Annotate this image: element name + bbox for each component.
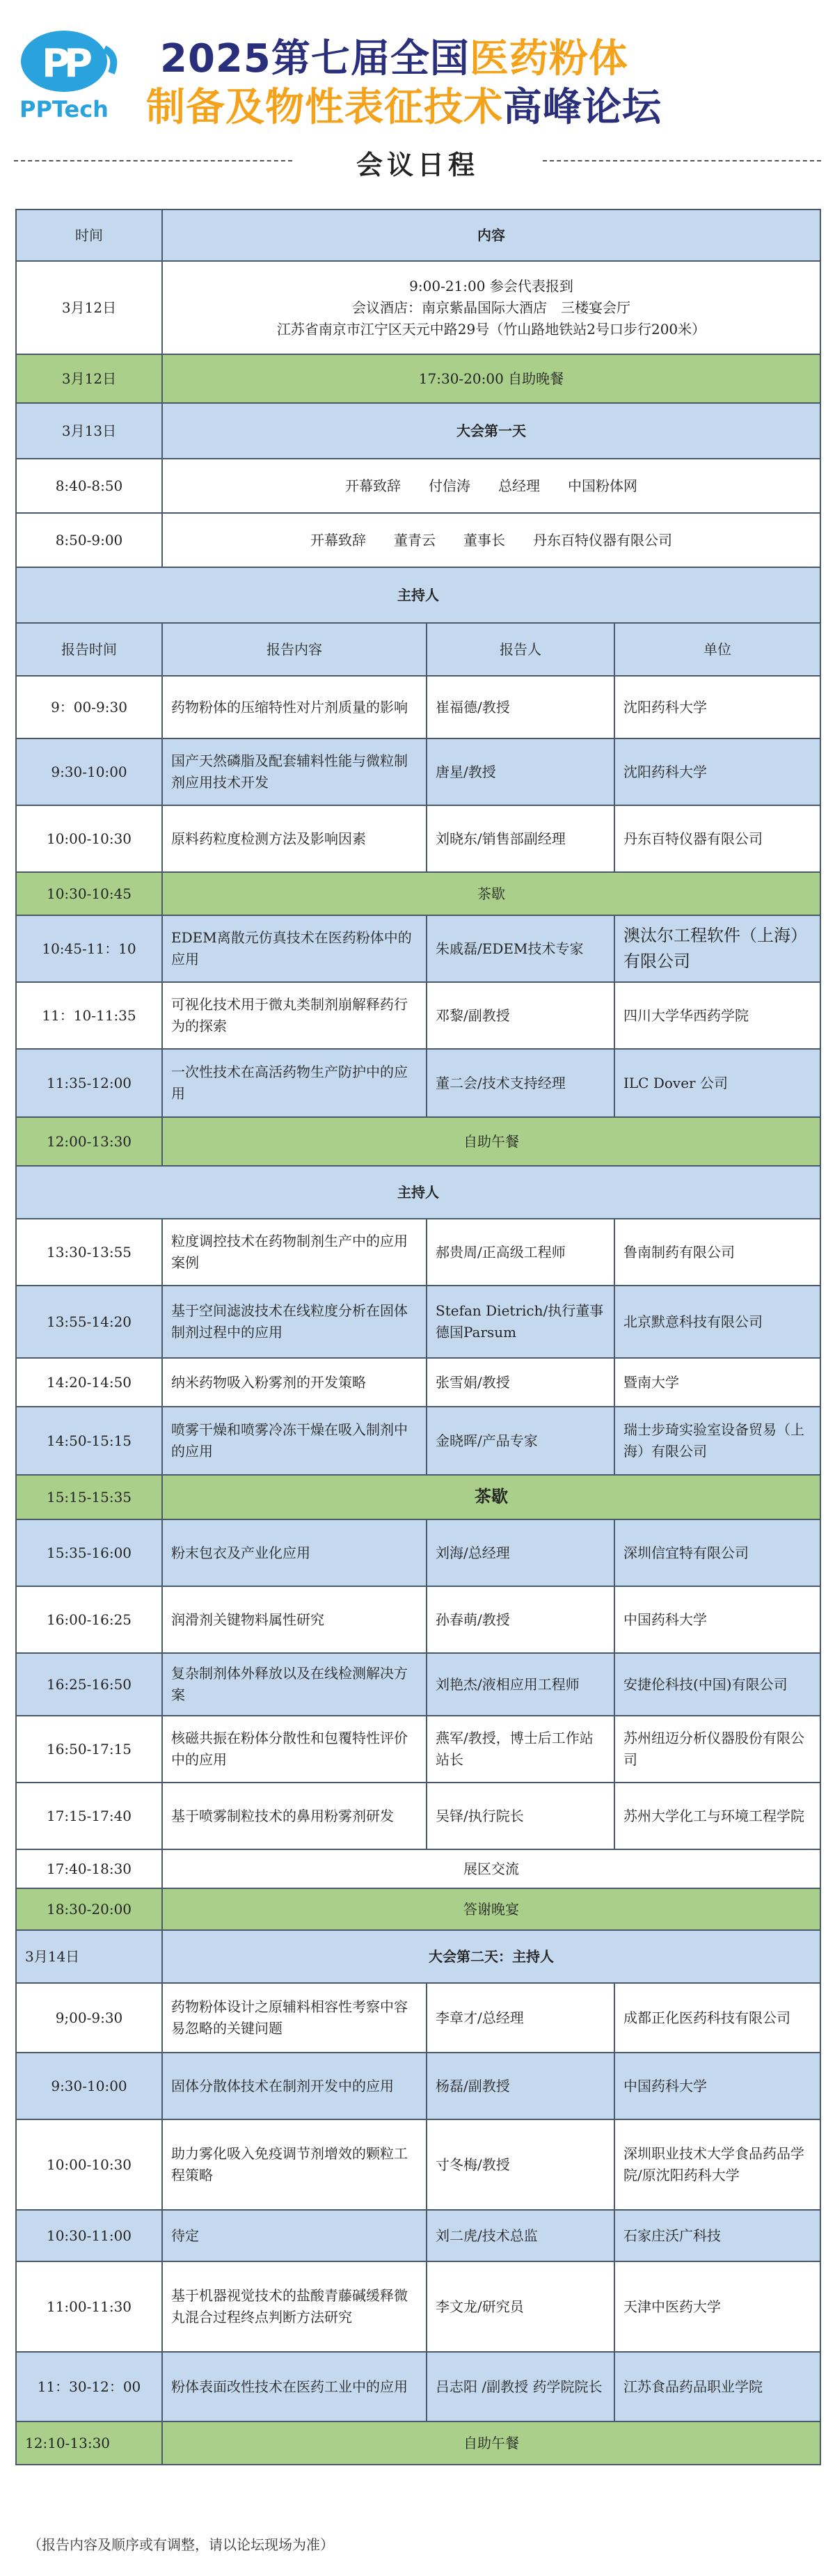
table-row [16, 2421, 820, 2465]
row-time: 3月14日 [16, 1930, 162, 1983]
table-row [16, 1849, 820, 1888]
row-content: EDEM离散元仿真技术在医药粉体中的应用 [162, 915, 427, 982]
row-content: 待定 [162, 2210, 427, 2261]
row-time: 16:00-16:25 [16, 1586, 162, 1653]
row-content: 茶歇 [162, 872, 820, 915]
row-unit: 深圳信宜特有限公司 [614, 1519, 820, 1586]
table-row [16, 459, 820, 513]
row-time: 11:35-12:00 [16, 1049, 162, 1117]
row-speaker: 刘海/总经理 [427, 1519, 614, 1586]
row-speaker: 金晓晖/产品专家 [427, 1407, 614, 1475]
svg-text:P: P [64, 41, 93, 86]
row-content: 自助午餐 [162, 2421, 820, 2465]
row-unit: 暨南大学 [614, 1358, 820, 1407]
row-time: 15:35-16:00 [16, 1519, 162, 1586]
host-label: 主持人 [16, 1166, 820, 1219]
table-row [16, 738, 820, 805]
row-content: 粉体表面改性技术在医药工业中的应用 [162, 2352, 427, 2421]
col-time: 报告时间 [16, 623, 162, 676]
row-unit: 石家庄沃广科技 [614, 2210, 820, 2261]
row-content: 大会第二天：主持人 [162, 1930, 820, 1983]
host-label: 主持人 [16, 567, 820, 623]
row-content: 开幕致辞 董青云 董事长 丹东百特仪器有限公司 [162, 513, 820, 567]
row-time: 16:25-16:50 [16, 1653, 162, 1716]
table-row [16, 1653, 820, 1716]
row-speaker: 李文龙/研究员 [427, 2261, 614, 2352]
row-speaker: 孙春萌/教授 [427, 1586, 614, 1653]
row-content: 17:30-20:00 自助晚餐 [162, 354, 820, 403]
table-row [16, 1358, 820, 1407]
table-row [16, 915, 820, 982]
row-time: 11：30-12：00 [16, 2352, 162, 2421]
row-speaker: 吕志阳 /副教授 药学院院长 [427, 2352, 614, 2421]
row-content: 助力雾化吸入免疫调节剂增效的颗粒工程策略 [162, 2119, 427, 2210]
row-time: 14:20-14:50 [16, 1358, 162, 1407]
row-content: 大会第一天 [162, 403, 820, 459]
row-time: 10:30-11:00 [16, 2210, 162, 2261]
row-speaker: 刘晓东/销售部副经理 [427, 805, 614, 872]
row-speaker: 张雪娟/教授 [427, 1358, 614, 1407]
header-content: 内容 [162, 210, 820, 261]
svg-text:P: P [42, 41, 71, 86]
table-row [16, 1117, 820, 1166]
row-content: 国产天然磷脂及配套辅料性能与微粒制剂应用技术开发 [162, 738, 427, 805]
table-row [16, 2053, 820, 2119]
table-row [16, 805, 820, 872]
row-unit: 中国药科大学 [614, 2053, 820, 2119]
row-unit: 中国药科大学 [614, 1586, 820, 1653]
row-unit: ILC Dover 公司 [614, 1049, 820, 1117]
row-unit: 苏州大学化工与环境工程学院 [614, 1783, 820, 1849]
row-unit: 瑞士步琦实验室设备贸易（上海）有限公司 [614, 1407, 820, 1475]
row-time: 12:10-13:30 [16, 2421, 162, 2465]
table-row [16, 567, 820, 623]
col-speaker: 报告人 [427, 623, 614, 676]
table-row [16, 982, 820, 1049]
row-content: 答谢晚宴 [162, 1888, 820, 1930]
table-row [16, 1475, 820, 1519]
table-row [16, 1888, 820, 1930]
row-speaker: 杨磊/副教授 [427, 2053, 614, 2119]
table-row [16, 513, 820, 567]
table-row [16, 1783, 820, 1849]
row-speaker: 董二会/技术支持经理 [427, 1049, 614, 1117]
row-time: 9:30-10:00 [16, 738, 162, 805]
row-content: 茶歇 [162, 1475, 820, 1519]
row-speaker: 唐星/教授 [427, 738, 614, 805]
table-header-row [16, 210, 820, 261]
row-content: 可视化技术用于微丸类制剂崩解释药行为的探索 [162, 982, 427, 1049]
row-time: 15:15-15:35 [16, 1475, 162, 1519]
row-content: 基于机器视觉技术的盐酸青藤碱缓释微丸混合过程终点判断方法研究 [162, 2261, 427, 2352]
table-row [16, 1983, 820, 2053]
title-line-2: 制备及物性表征技术高峰论坛 [146, 85, 662, 130]
divider-right [543, 160, 821, 161]
table-row [16, 2119, 820, 2210]
row-time: 10:30-10:45 [16, 872, 162, 915]
row-time: 11:00-11:30 [16, 2261, 162, 2352]
table-row [16, 1586, 820, 1653]
table-row [16, 676, 820, 738]
row-speaker: 燕军/教授，博士后工作站站长 [427, 1716, 614, 1783]
row-content: 药物粉体设计之原辅料相容性考察中容易忽略的关键问题 [162, 1983, 427, 2053]
row-content: 开幕致辞 付信涛 总经理 中国粉体网 [162, 459, 820, 513]
row-content: 基于空间滤波技术在线粒度分析在固体制剂过程中的应用 [162, 1286, 427, 1358]
table-row [16, 1407, 820, 1475]
table-row [16, 1930, 820, 1983]
row-unit: 四川大学华西药学院 [614, 982, 820, 1049]
row-unit: 澳汰尔工程软件（上海）有限公司 [614, 915, 820, 982]
row-speaker: 郝贵周/正高级工程师 [427, 1219, 614, 1286]
row-content: 润滑剂关键物料属性研究 [162, 1586, 427, 1653]
row-unit: 北京默意科技有限公司 [614, 1286, 820, 1358]
table-row [16, 872, 820, 915]
row-time: 3月13日 [16, 403, 162, 459]
row-content: 一次性技术在高活药物生产防护中的应用 [162, 1049, 427, 1117]
table-row [16, 261, 820, 354]
row-content: 复杂制剂体外释放以及在线检测解决方案 [162, 1653, 427, 1716]
row-time: 17:15-17:40 [16, 1783, 162, 1849]
section-title-text: 会议日程 [356, 150, 479, 180]
table-row [16, 2210, 820, 2261]
row-time: 10:00-10:30 [16, 2119, 162, 2210]
col-unit: 单位 [614, 623, 820, 676]
row-content: 固体分散体技术在制剂开发中的应用 [162, 2053, 427, 2119]
table-row [16, 354, 820, 403]
row-content: 药物粉体的压缩特性对片剂质量的影响 [162, 676, 427, 738]
row-unit: 苏州纽迈分析仪器股份有限公司 [614, 1716, 820, 1783]
table-row [16, 1166, 820, 1219]
title-line-1: 2025第七届全国医药粉体 [160, 36, 628, 81]
row-unit: 沈阳药科大学 [614, 676, 820, 738]
row-speaker: 刘艳杰/液相应用工程师 [427, 1653, 614, 1716]
row-time: 14:50-15:15 [16, 1407, 162, 1475]
row-unit: 鲁南制药有限公司 [614, 1219, 820, 1286]
row-time: 16:50-17:15 [16, 1716, 162, 1783]
row-content: 基于喷雾制粒技术的鼻用粉雾剂研发 [162, 1783, 427, 1849]
row-speaker: 吴铎/执行院长 [427, 1783, 614, 1849]
row-time: 18:30-20:00 [16, 1888, 162, 1930]
svg-text:PPTech: PPTech [19, 96, 109, 123]
table-row [16, 1716, 820, 1783]
row-time: 8:40-8:50 [16, 459, 162, 513]
row-unit: 深圳职业技术大学食品药品学院/原沈阳药科大学 [614, 2119, 820, 2210]
row-time: 9：00-9:30 [16, 676, 162, 738]
table-row [16, 2352, 820, 2421]
row-speaker: 刘二虎/技术总监 [427, 2210, 614, 2261]
row-speaker: 朱戚磊/EDEM技术专家 [427, 915, 614, 982]
row-content: 喷雾干燥和喷雾冷冻干燥在吸入制剂中的应用 [162, 1407, 427, 1475]
row-time: 13:55-14:20 [16, 1286, 162, 1358]
table-row [16, 2261, 820, 2352]
row-time: 13:30-13:55 [16, 1219, 162, 1286]
row-speaker: Stefan Dietrich/执行董事 德国Parsum [427, 1286, 614, 1358]
schedule-table [15, 209, 821, 2465]
row-unit: 安捷伦科技(中国)有限公司 [614, 1653, 820, 1716]
row-time: 11：10-11:35 [16, 982, 162, 1049]
pptech-logo [14, 21, 131, 125]
row-speaker: 邓黎/副教授 [427, 982, 614, 1049]
row-content: 粉末包衣及产业化应用 [162, 1519, 427, 1586]
row-time: 3月12日 [16, 354, 162, 403]
table-row [16, 1049, 820, 1117]
row-content: 9:00-21:00 参会代表报到 会议酒店：南京紫晶国际大酒店 三楼宴会厅 江苏省南京市江宁区天元中路29号（竹山路地铁站2号口步行200米） [162, 261, 820, 354]
row-time: 9;00-9:30 [16, 1983, 162, 2053]
row-time: 3月12日 [16, 261, 162, 354]
row-time: 10:45-11：10 [16, 915, 162, 982]
column-header-row [16, 623, 820, 676]
table-row [16, 1519, 820, 1586]
row-unit: 成都正化医药科技有限公司 [614, 1983, 820, 2053]
row-speaker: 崔福德/教授 [427, 676, 614, 738]
row-unit: 江苏食品药品职业学院 [614, 2352, 820, 2421]
footnote: （报告内容及顺序或有调整，请以论坛现场为准） [28, 2536, 334, 2553]
row-unit: 天津中医药大学 [614, 2261, 820, 2352]
row-content: 展区交流 [162, 1849, 820, 1888]
table-row [16, 1219, 820, 1286]
row-unit: 沈阳药科大学 [614, 738, 820, 805]
row-time: 12:00-13:30 [16, 1117, 162, 1166]
row-time: 8:50-9:00 [16, 513, 162, 567]
row-content: 原料药粒度检测方法及影响因素 [162, 805, 427, 872]
col-content: 报告内容 [162, 623, 427, 676]
row-time: 17:40-18:30 [16, 1849, 162, 1888]
section-title [0, 139, 835, 181]
row-time: 9:30-10:00 [16, 2053, 162, 2119]
header-time: 时间 [16, 210, 162, 261]
row-speaker: 寸冬梅/教授 [427, 2119, 614, 2210]
row-content: 粒度调控技术在药物制剂生产中的应用案例 [162, 1219, 427, 1286]
header [0, 0, 835, 132]
table-row [16, 403, 820, 459]
row-unit: 丹东百特仪器有限公司 [614, 805, 820, 872]
row-content: 纳米药物吸入粉雾剂的开发策略 [162, 1358, 427, 1407]
row-content: 自助午餐 [162, 1117, 820, 1166]
table-row [16, 1286, 820, 1358]
row-content: 核磁共振在粉体分散性和包覆特性评价中的应用 [162, 1716, 427, 1783]
row-speaker: 李章才/总经理 [427, 1983, 614, 2053]
row-time: 10:00-10:30 [16, 805, 162, 872]
